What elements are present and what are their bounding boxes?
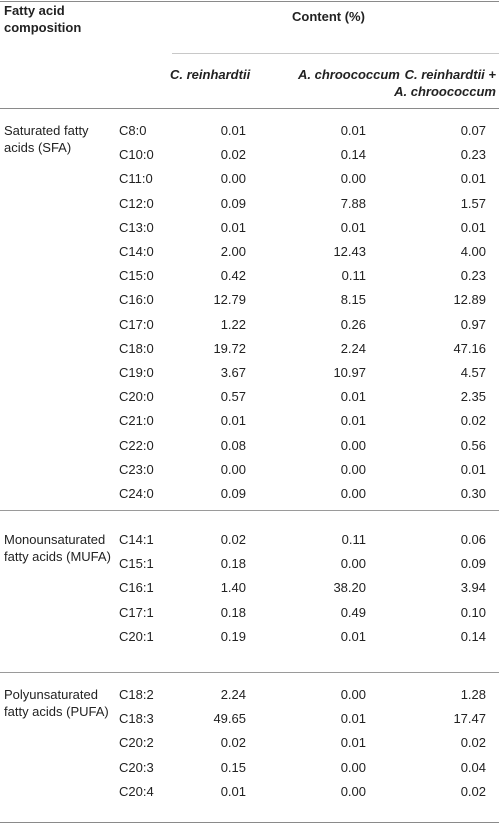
a-chroococcum-value: 8.15 (340, 292, 366, 307)
fatty-acid-cell: C16:1 (119, 580, 154, 595)
sfa-group-divider (0, 510, 499, 511)
c-reinhardtii-value: 0.15 (220, 760, 246, 775)
a-chroococcum-value: 12.43 (333, 244, 366, 259)
fatty-acid-cell: C17:0 (119, 317, 154, 332)
group-label-mufa: Monounsaturated fatty acids (MUFA) (4, 532, 111, 564)
co-culture-value: 0.23 (460, 147, 486, 162)
c-reinhardtii-value: 0.01 (220, 220, 246, 235)
co-culture-value: 0.30 (460, 486, 486, 501)
c-reinhardtii-value: 0.08 (220, 438, 246, 453)
fatty-acid-cell: C19:0 (119, 365, 154, 380)
co-culture-value: 4.57 (460, 365, 486, 380)
column-header-co-culture: C. reinhardtii + A. chroococcum (394, 67, 496, 99)
c-reinhardtii-value: 49.65 (213, 711, 246, 726)
c-reinhardtii-value: 12.79 (213, 292, 246, 307)
fatty-acid-cell: C24:0 (119, 486, 154, 501)
co-culture-value: 0.14 (460, 629, 486, 644)
c-reinhardtii-value: 0.09 (220, 196, 246, 211)
co-culture-value: 0.23 (460, 268, 486, 283)
column-header-c-reinhardtii: C. reinhardtii (170, 67, 251, 82)
a-chroococcum-value: 0.01 (340, 413, 366, 428)
c-reinhardtii-value: 1.22 (220, 317, 246, 332)
co-culture-value: 0.09 (460, 556, 486, 571)
a-chroococcum-value: 0.00 (340, 784, 366, 799)
co-culture-value: 4.00 (460, 244, 486, 259)
co-culture-value: 1.57 (460, 196, 486, 211)
co-culture-value: 1.28 (460, 687, 486, 702)
a-chroococcum-value: 0.01 (340, 735, 366, 750)
column-header-a-chroococcum: A. chroococcum (298, 67, 400, 82)
fatty-acid-cell: C21:0 (119, 413, 154, 428)
c-reinhardtii-value: 19.72 (213, 341, 246, 356)
co-culture-value: 0.01 (460, 462, 486, 477)
a-chroococcum-value: 0.01 (340, 220, 366, 235)
a-chroococcum-value: 0.11 (341, 532, 366, 547)
a-chroococcum-value: 0.01 (340, 629, 366, 644)
c-reinhardtii-value: 0.18 (220, 556, 246, 571)
co-culture-value: 0.04 (460, 760, 486, 775)
co-culture-value: 0.10 (460, 605, 486, 620)
a-chroococcum-value: 0.01 (340, 711, 366, 726)
a-chroococcum-value: 0.00 (340, 556, 366, 571)
c-reinhardtii-value: 0.19 (220, 629, 246, 644)
a-chroococcum-value: 0.00 (340, 438, 366, 453)
a-chroococcum-value: 0.26 (340, 317, 366, 332)
a-chroococcum-value: 7.88 (340, 196, 366, 211)
fatty-acid-cell: C20:3 (119, 760, 154, 775)
c-reinhardtii-value: 0.01 (220, 413, 246, 428)
group-label-pufa: Polyunsaturated fatty acids (PUFA) (4, 687, 109, 719)
a-chroococcum-value: 0.00 (340, 687, 366, 702)
a-chroococcum-value: 0.01 (340, 123, 366, 138)
c-reinhardtii-value: 0.01 (220, 784, 246, 799)
c-reinhardtii-value: 2.24 (220, 687, 246, 702)
a-chroococcum-value: 0.01 (340, 389, 366, 404)
fatty-acid-cell: C15:0 (119, 268, 154, 283)
c-reinhardtii-value: 0.00 (220, 171, 246, 186)
fatty-acid-cell: C18:0 (119, 341, 154, 356)
fatty-acid-cell: C23:0 (119, 462, 154, 477)
fatty-acid-cell: C17:1 (119, 605, 154, 620)
c-reinhardtii-value: 1.40 (220, 580, 246, 595)
co-culture-value: 17.47 (453, 711, 486, 726)
fatty-acid-cell: C13:0 (119, 220, 154, 235)
fatty-acid-cell: C20:0 (119, 389, 154, 404)
c-reinhardtii-value: 0.01 (220, 123, 246, 138)
a-chroococcum-value: 0.00 (340, 760, 366, 775)
c-reinhardtii-value: 0.57 (220, 389, 246, 404)
c-reinhardtii-value: 0.18 (220, 605, 246, 620)
column-header-content: Content (%) (292, 9, 365, 24)
fatty-acid-cell: C22:0 (119, 438, 154, 453)
a-chroococcum-value: 38.20 (333, 580, 366, 595)
co-culture-value: 3.94 (460, 580, 486, 595)
a-chroococcum-value: 0.14 (340, 147, 366, 162)
a-chroococcum-value: 0.11 (341, 268, 366, 283)
fatty-acid-cell: C15:1 (119, 556, 154, 571)
a-chroococcum-value: 0.00 (340, 462, 366, 477)
fatty-acid-cell: C10:0 (119, 147, 154, 162)
a-chroococcum-value: 0.49 (340, 605, 366, 620)
bottom-rule (0, 822, 499, 823)
fatty-acid-cell: C20:1 (119, 629, 154, 644)
co-culture-value: 0.56 (460, 438, 486, 453)
a-chroococcum-value: 0.00 (340, 486, 366, 501)
group-label-sfa: Saturated fatty acids (SFA) (4, 123, 89, 155)
a-chroococcum-value: 10.97 (333, 365, 366, 380)
a-chroococcum-value: 2.24 (340, 341, 366, 356)
content-underline (172, 53, 499, 54)
c-reinhardtii-value: 0.09 (220, 486, 246, 501)
co-culture-value: 47.16 (453, 341, 486, 356)
co-culture-value: 0.01 (460, 220, 486, 235)
fatty-acid-cell: C18:3 (119, 711, 154, 726)
fatty-acid-cell: C8:0 (119, 123, 147, 138)
mufa-group-divider (0, 672, 499, 673)
co-culture-value: 12.89 (453, 292, 486, 307)
c-reinhardtii-value: 2.00 (220, 244, 246, 259)
co-culture-value: 2.35 (460, 389, 486, 404)
co-culture-value: 0.02 (460, 784, 486, 799)
fatty-acid-cell: C20:2 (119, 735, 154, 750)
fatty-acid-cell: C14:1 (119, 532, 154, 547)
fatty-acid-cell: C20:4 (119, 784, 154, 799)
fatty-acid-cell: C12:0 (119, 196, 154, 211)
fatty-acid-cell: C14:0 (119, 244, 154, 259)
fatty-acid-cell: C11:0 (119, 171, 153, 186)
co-culture-value: 0.06 (460, 532, 486, 547)
co-culture-value: 0.02 (460, 413, 486, 428)
c-reinhardtii-value: 0.02 (220, 735, 246, 750)
c-reinhardtii-value: 3.67 (220, 365, 246, 380)
co-culture-value: 0.01 (460, 171, 486, 186)
co-culture-value: 0.02 (460, 735, 486, 750)
c-reinhardtii-value: 0.00 (220, 462, 246, 477)
c-reinhardtii-value: 0.02 (220, 147, 246, 162)
column-header-fatty-acid: Fatty acid composition (4, 3, 82, 35)
co-culture-value: 0.07 (460, 123, 486, 138)
a-chroococcum-value: 0.00 (340, 171, 366, 186)
c-reinhardtii-value: 0.02 (220, 532, 246, 547)
header-bottom-rule (0, 108, 499, 109)
fatty-acid-cell: C18:2 (119, 687, 154, 702)
c-reinhardtii-value: 0.42 (220, 268, 246, 283)
co-culture-value: 0.97 (460, 317, 486, 332)
fatty-acid-cell: C16:0 (119, 292, 154, 307)
